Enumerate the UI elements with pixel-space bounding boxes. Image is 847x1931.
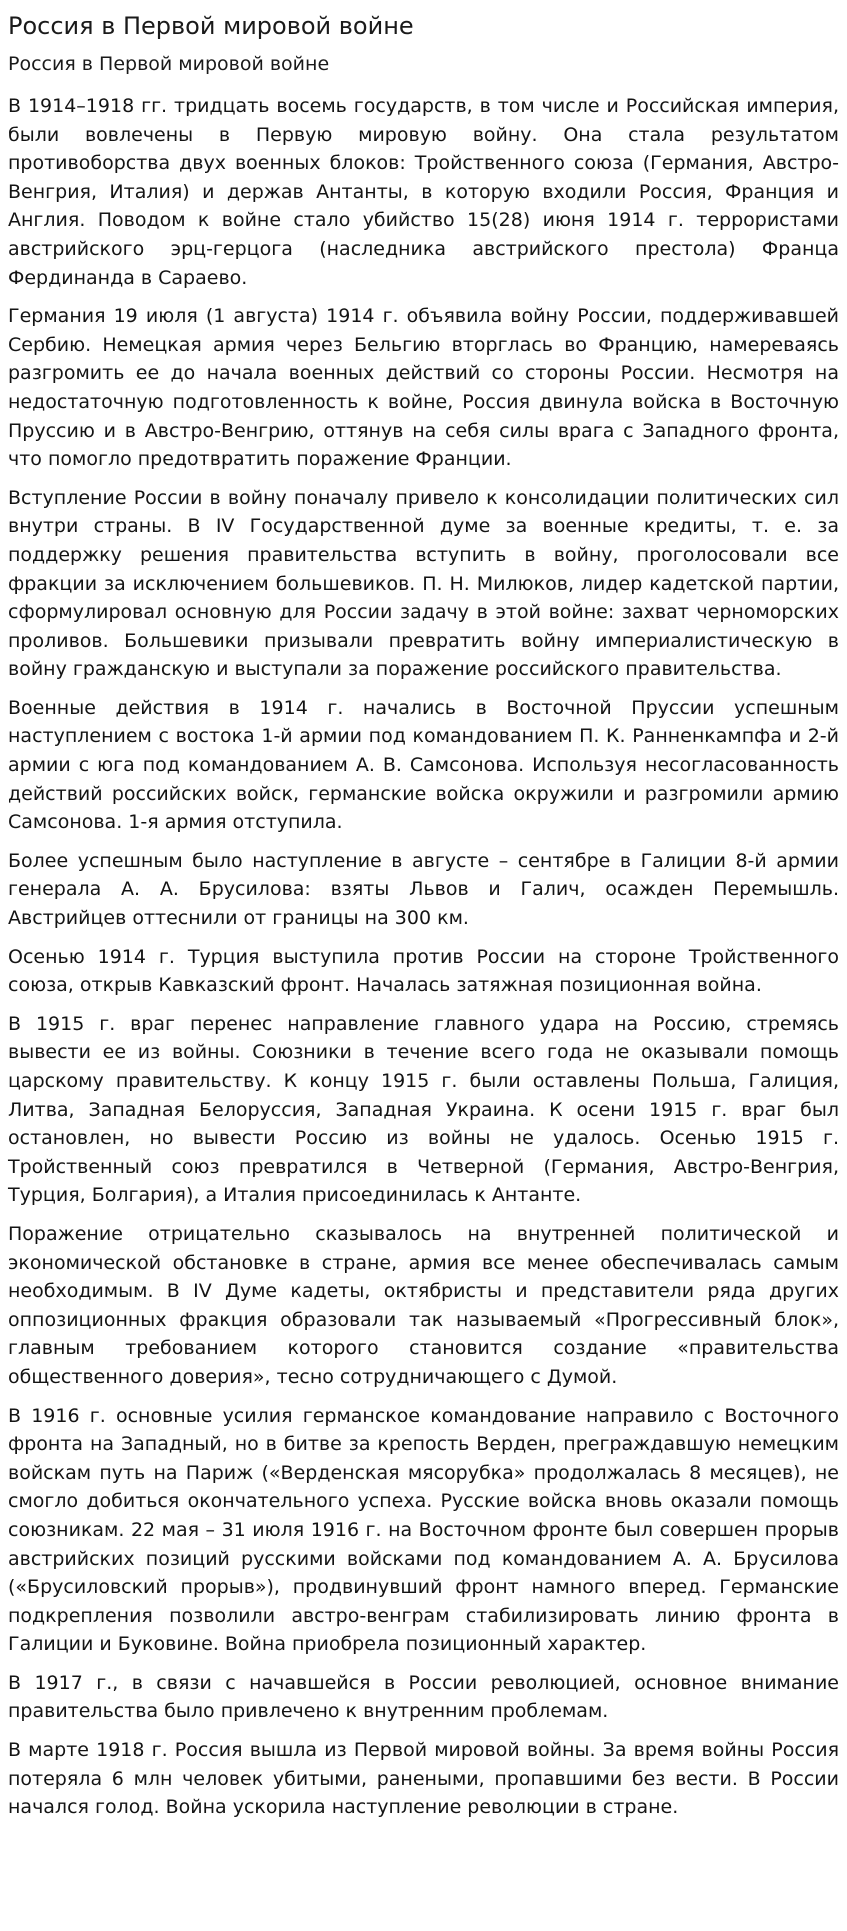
article-paragraph: Военные действия в 1914 г. начались в Восточной Пруссии успешным наступлением с востока 1-й армии под командованием П. К. Ранненкампфа и 2-й армии с юга под командованием А. В. Самсонова. Используя несогласованность действий российских войск, германские войска окружили и разгромили армию Самсонова. 1-я армия отступила. — [8, 696, 839, 834]
article-paragraph: Германия 19 июля (1 августа) 1914 г. объявила войну России, поддерживавшей Сербию. Немецкая армия через Бельгию вторглась во Францию, намереваясь разгромить ее до начала военных действий со стороны России. Несмотря на недостаточную подготовленность к войне, Россия двинула войска в Восточную Пруссию и в Австро-Венгрию, оттянув на себя силы врага с Западного фронта, что помогло предотвратить поражение Франции. — [8, 305, 839, 471]
article-paragraph: Более успешным было наступление в августе – сентябре в Галиции 8-й армии генерала А. А. Брусилова: взяты Львов и Галич, осажден Перемышль. Австрийцев оттеснили от границы на 300 км. — [8, 849, 839, 930]
article-paragraph: Поражение отрицательно сказывалось на внутренней политической и экономической обстановке в стране, армия все менее обеспечивалась самым необходимым. В IV Думе кадеты, октябристы и представители ряда других оппозиционных фракция образовали так называемый «Прогрессивный блок», главным требованием которого становится создание «правительства общественного доверия», тесно сотрудничающего с Думой. — [8, 1222, 839, 1388]
page-subtitle: Россия в Первой мировой войне — [8, 53, 330, 75]
article-paragraph: В 1917 г., в связи с начавшейся в России революцией, основное внимание правительства было привлечено к внутренним проблемам. — [8, 1671, 839, 1723]
article-paragraph: В 1915 г. враг перенес направление главного удара на Россию, стремясь вывести ее из войны. Союзники в течение всего года не оказывали помощь царскому правительству. К концу 1915 г. были оставлены Польша, Галиция, Литва, Западная Белоруссия, Западная Украина. К осени 1915 г. враг был остановлен, но вывести Россию из войны не удалось. Осенью 1915 г. Тройственный союз превратился в Четверной (Германия, Австро-Венгрия, Турция, Болгария), а Италия присоединилась к Антанте. — [8, 1012, 839, 1207]
article-paragraph: В 1916 г. основные усилия германское командование направило с Восточного фронта на Западный, но в битве за крепость Верден, преграждавшую немецким войскам путь на Париж («Верденская мясорубка» продолжалась 8 месяцев), не смогло добиться окончательного успеха. Русские войска вновь оказали помощь союзникам. 22 мая – 31 июля 1916 г. на Восточном фронте был совершен прорыв австрийских позиций русскими войсками под командованием А. А. Брусилова («Брусиловский прорыв»), продвинувший фронт намного вперед. Германские подкрепления позволили австро-венграм стабилизировать линию фронта в Галиции и Буковине. Война приобрела позиционный характер. — [8, 1404, 839, 1656]
article-paragraph: Вступление России в войну поначалу привело к консолидации политических сил внутри страны. В IV Государственной думе за военные кредиты, т. е. за поддержку решения правительства вступить в войну, проголосовали все фракции за исключением большевиков. П. Н. Милюков, лидер кадетской партии, сформулировал основную для России задачу в этой войне: захват черноморских проливов. Большевики призывали превратить войну империалистическую в войну гражданскую и выступали за поражение российского правительства. — [8, 486, 839, 681]
article-paragraph: В 1914–1918 гг. тридцать восемь государств, в том числе и Российская империя, были вовлечены в Первую мировую войну. Она стала результатом противоборства двух военных блоков: Тройственного союза (Германия, Австро-Венгрия, Италия) и держав Антанты, в которую входили Россия, Франция и Англия. Поводом к войне стало убийство 15(28) июня 1914 г. террористами австрийского эрц-герцога (наследника австрийского престола) Франца Фердинанда в Сараево. — [8, 95, 839, 289]
article-paragraph: В марте 1918 г. Россия вышла из Первой мировой войны. За время войны Россия потеряла 6 млн человек убитыми, ранеными, пропавшими без вести. В России начался голод. Война ускорила наступление революции в стране. — [8, 1739, 839, 1819]
page-title: Россия в Первой мировой войне — [8, 12, 414, 40]
article-paragraph: Осенью 1914 г. Турция выступила против России на стороне Тройственного союза, открыв Кавказский фронт. Началась затяжная позиционная война. — [8, 945, 839, 997]
article-body — [8, 92, 839, 1822]
